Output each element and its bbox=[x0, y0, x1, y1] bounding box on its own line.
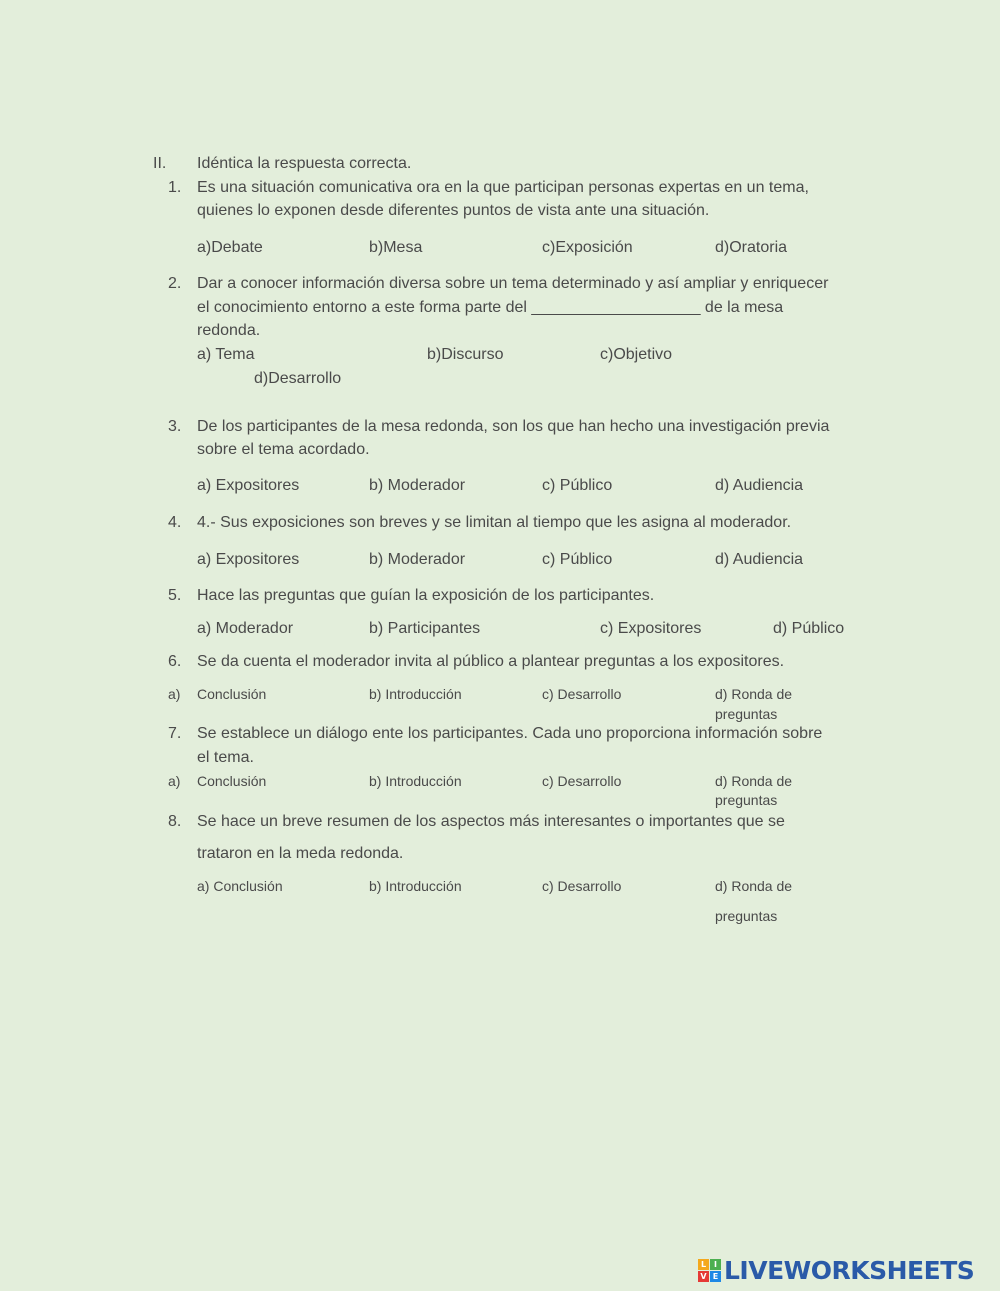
question-number: 4. bbox=[168, 514, 182, 531]
question-number: 3. bbox=[168, 418, 182, 435]
question-text: Se establece un diálogo ente los participantes. Cada uno proporciona información sobre bbox=[197, 725, 823, 742]
option-c[interactable]: c) Expositores bbox=[600, 620, 702, 637]
question-text: Dar a conocer información diversa sobre un tema determinado y así ampliar y enriquecer bbox=[197, 275, 829, 292]
section-title: Idéntica la respuesta correcta. bbox=[197, 155, 412, 172]
option-d[interactable]: d)Oratoria bbox=[715, 239, 788, 256]
logo-letter: V bbox=[698, 1271, 709, 1282]
question-text: el tema. bbox=[197, 749, 254, 766]
option-a-marker: a) bbox=[168, 773, 181, 789]
option-b[interactable]: b) Introducción bbox=[369, 773, 462, 789]
option-b[interactable]: b) Participantes bbox=[369, 620, 481, 637]
option-a[interactable]: a) Expositores bbox=[197, 551, 300, 568]
option-d[interactable]: d) Ronda de bbox=[715, 773, 793, 789]
option-c[interactable]: c) Público bbox=[542, 551, 613, 568]
option-a[interactable]: Conclusión bbox=[197, 686, 267, 702]
option-d[interactable]: d) Ronda de bbox=[715, 878, 793, 894]
option-d[interactable]: d) Ronda de bbox=[715, 686, 793, 702]
option-c[interactable]: c) Desarrollo bbox=[542, 686, 622, 702]
logo-letter: I bbox=[710, 1259, 721, 1270]
question-text: sobre el tema acordado. bbox=[197, 441, 370, 458]
logo-letter: E bbox=[710, 1271, 721, 1282]
option-b[interactable]: b)Discurso bbox=[427, 346, 504, 363]
liveworksheets-logo[interactable] bbox=[698, 1255, 974, 1285]
option-c[interactable]: c) Desarrollo bbox=[542, 773, 622, 789]
question-text: trataron en la meda redonda. bbox=[197, 845, 404, 862]
option-c[interactable]: c)Objetivo bbox=[600, 346, 673, 363]
option-d[interactable]: d) Audiencia bbox=[715, 477, 804, 494]
section-number: II. bbox=[153, 155, 167, 172]
option-a[interactable]: a) Expositores bbox=[197, 477, 300, 494]
option-d-continued[interactable]: preguntas bbox=[715, 908, 778, 924]
option-d[interactable]: d)Desarrollo bbox=[254, 370, 342, 387]
question-text: Se hace un breve resumen de los aspectos más interesantes o importantes que se bbox=[197, 813, 785, 830]
question-text: quienes lo exponen desde diferentes puntos de vista ante una situación. bbox=[197, 202, 710, 219]
option-a[interactable]: a) Tema bbox=[197, 346, 255, 363]
question-number: 6. bbox=[168, 653, 182, 670]
option-b[interactable]: b) Introducción bbox=[369, 686, 462, 702]
option-d[interactable]: d) Público bbox=[773, 620, 845, 637]
option-d[interactable]: d) Audiencia bbox=[715, 551, 804, 568]
question-number: 5. bbox=[168, 587, 182, 604]
option-d-continued[interactable]: preguntas bbox=[715, 792, 778, 808]
option-b[interactable]: b) Moderador bbox=[369, 551, 466, 568]
option-c[interactable]: c)Exposición bbox=[542, 239, 633, 256]
option-a[interactable]: Conclusión bbox=[197, 773, 267, 789]
option-b[interactable]: b)Mesa bbox=[369, 239, 423, 256]
option-b[interactable]: b) Moderador bbox=[369, 477, 466, 494]
option-b[interactable]: b) Introducción bbox=[369, 878, 462, 894]
question-number: 1. bbox=[168, 179, 182, 196]
logo-mark-icon bbox=[698, 1259, 721, 1282]
question-text: Es una situación comunicativa ora en la que participan personas expertas en un tema, bbox=[197, 179, 809, 196]
option-a[interactable]: a) Moderador bbox=[197, 620, 294, 637]
question-text: Se da cuenta el moderador invita al público a plantear preguntas a los expositores. bbox=[197, 653, 785, 670]
logo-text: LIVEWORKSHEETS bbox=[724, 1255, 975, 1285]
question-number: 8. bbox=[168, 813, 182, 830]
question-text: 4.- Sus exposiciones son breves y se limitan al tiempo que les asigna al moderador. bbox=[197, 514, 792, 531]
question-text: redonda. bbox=[197, 322, 261, 339]
option-a[interactable]: a)Debate bbox=[197, 239, 263, 256]
option-a[interactable]: a) Conclusión bbox=[197, 878, 283, 894]
option-c[interactable]: c) Desarrollo bbox=[542, 878, 622, 894]
question-number: 7. bbox=[168, 725, 182, 742]
option-a-marker: a) bbox=[168, 686, 181, 702]
question-text: Hace las preguntas que guían la exposición de los participantes. bbox=[197, 587, 655, 604]
logo-letter: L bbox=[698, 1259, 709, 1270]
option-c[interactable]: c) Público bbox=[542, 477, 613, 494]
question-number: 2. bbox=[168, 275, 182, 292]
question-text: el conocimiento entorno a este forma parte del ___________________ de la mesa bbox=[197, 299, 784, 316]
option-d-continued[interactable]: preguntas bbox=[715, 706, 778, 722]
question-text: De los participantes de la mesa redonda, son los que han hecho una investigación previa bbox=[197, 418, 830, 435]
